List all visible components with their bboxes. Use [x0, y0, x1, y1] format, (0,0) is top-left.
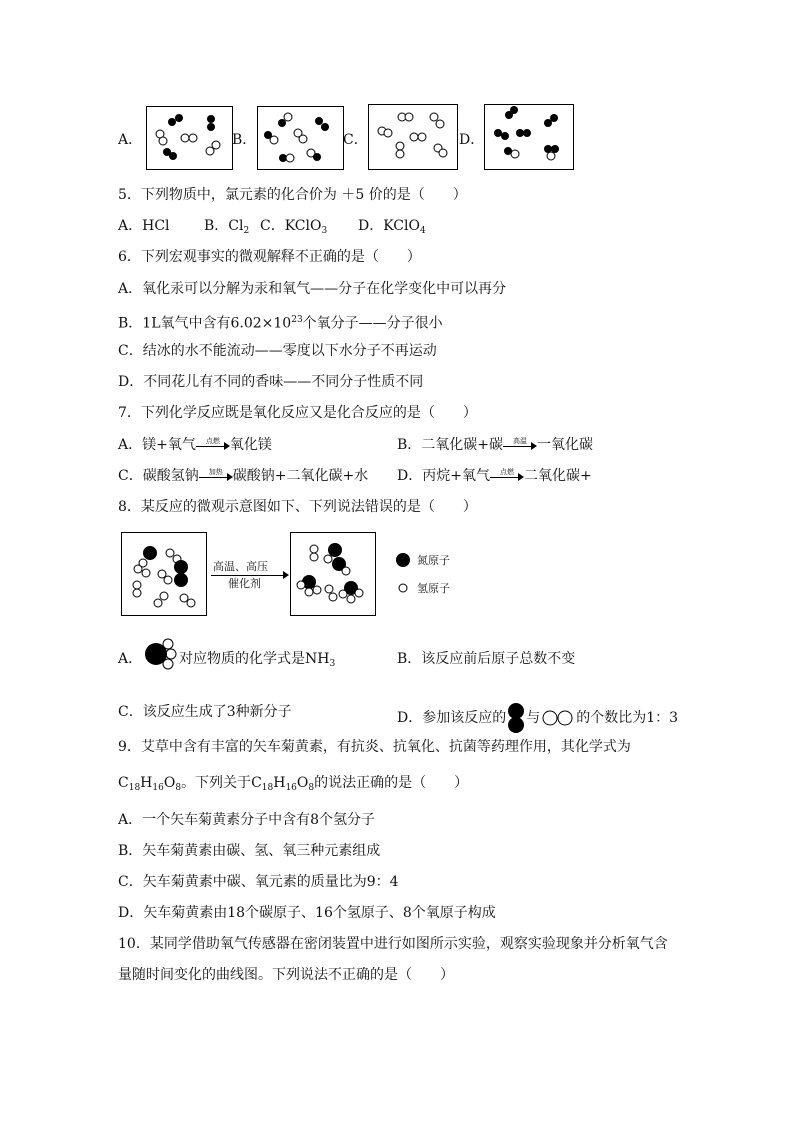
q6-option-a: A．氧化汞可以分解为汞和氧气——分子在化学变化中可以再分	[118, 281, 507, 297]
particle-diagram	[147, 107, 232, 169]
q7-option-a: A．镁+氧气 点燃 氧化镁	[118, 437, 272, 453]
q9-option-d: D．矢车菊黄素由18个碳原子、16个氢原子、8个氧原子构成	[118, 905, 496, 921]
particle-diagram	[258, 107, 343, 169]
q5-option-c: C．KClO$_3$	[260, 218, 328, 236]
q6-option-b: B．1L氧气中含有$6.02\times 10^{23}$个氧分子——分子很小	[118, 315, 443, 332]
q7-option-b: B．二氧化碳+碳 高温 一氧化碳	[397, 437, 594, 453]
q6-option-c: C．结冰的水不能流动——零度以下水分子不再运动	[118, 343, 437, 359]
reaction-arrow: 加热	[199, 469, 233, 483]
nitrogen-atom-icon	[396, 553, 410, 567]
reaction-arrow: 高温	[503, 438, 537, 452]
hydrogen-molecule-icon	[541, 709, 575, 727]
q8-stem: 8．某反应的微观示意图如下、下列说法错误的是（ ）	[118, 499, 477, 515]
reaction-arrow: 点燃	[196, 438, 230, 452]
reaction-arrow: 点燃	[490, 469, 524, 483]
arrow-head-icon	[283, 571, 289, 579]
q4-option-c-label: C．	[343, 132, 368, 148]
q7-stem: 7．下列化学反应既是氧化反应又是化合反应的是（ ）	[118, 405, 477, 421]
q7-option-c: C．碳酸氢钠 加热 碳酸钠+二氧化碳+水	[118, 468, 369, 484]
q4-option-d-diagram	[484, 104, 574, 170]
q4-option-a-label: A．	[118, 132, 143, 148]
q8-option-c: C．该反应生成了3种新分子	[118, 704, 292, 720]
q8-reactants-box	[121, 532, 207, 616]
q8-condition-bottom: 催化剂	[228, 577, 261, 590]
nitrogen-molecule-icon	[507, 703, 525, 733]
q4-option-c-diagram	[368, 104, 458, 170]
q4-option-d-label: D．	[459, 132, 485, 148]
q5-option-b: B．$Cl_2$	[204, 218, 250, 236]
chemical-formula: $C_{18}H_{16}O_8$	[118, 775, 182, 793]
q9-option-b: B．矢车菊黄素由碳、氢、氧三种元素组成	[118, 843, 381, 859]
q9-option-c: C．矢车菊黄素中碳、氧元素的质量比为9：4	[118, 874, 399, 890]
q5-stem: 5．下列物质中，氯元素的化合价为 ＋5 价的是（ ）	[118, 187, 467, 203]
q4-option-b-label: B．	[232, 132, 257, 148]
particle-diagram	[485, 105, 573, 169]
q6-option-d: D．不同花儿有不同的香味——不同分子性质不同	[118, 374, 424, 390]
ammonia-molecule-icon	[142, 636, 178, 672]
q5-option-d: D．KClO$_4$	[358, 218, 426, 236]
q10-stem-line2: 量随时间变化的曲线图。下列说法不正确的是（ ）	[118, 967, 454, 983]
q4-option-b-diagram	[257, 106, 344, 170]
q5-option-a: A．HCl	[118, 218, 170, 234]
hydrogen-atom-icon	[398, 583, 408, 593]
q4-option-a-diagram	[146, 106, 233, 170]
q9-stem-line2: $C_{18}H_{16}O_8$。下列关于$C_{18}H_{16}O_8$的说法正确的是（ ）	[118, 775, 469, 793]
q8-condition-top: 高温、高压	[213, 560, 268, 573]
chemical-formula: $C_{18}H_{16}O_8$	[251, 775, 315, 793]
q8-option-a-text: 对应物质的化学式是$NH_3$	[179, 651, 336, 669]
q6-stem: 6．下列宏观事实的微观解释不正确的是（ ）	[118, 249, 421, 265]
q9-stem: 9．艾草中含有丰富的矢车菊黄素，有抗炎、抗氧化、抗菌等药理作用，其化学式为	[118, 739, 631, 755]
q8-reaction-arrow-shaft	[211, 575, 285, 576]
legend-nitrogen-label: 氮原子	[417, 554, 450, 567]
q9-option-a: A．一个矢车菊黄素分子中含有8个氢分子	[118, 812, 376, 828]
q7-option-d: D．丙烷+氧气 点燃 二氧化碳+	[397, 468, 592, 484]
q10-stem-line1: 10．某同学借助氧气传感器在密闭装置中进行如图所示实验，观察实验现象并分析氧气含	[118, 936, 668, 952]
q8-option-a-label: A．	[118, 651, 143, 667]
products-diagram	[291, 533, 375, 615]
q8-products-box	[290, 532, 376, 616]
q8-option-d: D．参加该反应的 与 的个数比为1：3	[397, 703, 678, 733]
reactants-diagram	[122, 533, 206, 615]
q8-option-b: B．该反应前后原子总数不变	[397, 651, 576, 667]
legend-hydrogen-label: 氢原子	[417, 582, 450, 595]
particle-diagram	[369, 105, 457, 169]
